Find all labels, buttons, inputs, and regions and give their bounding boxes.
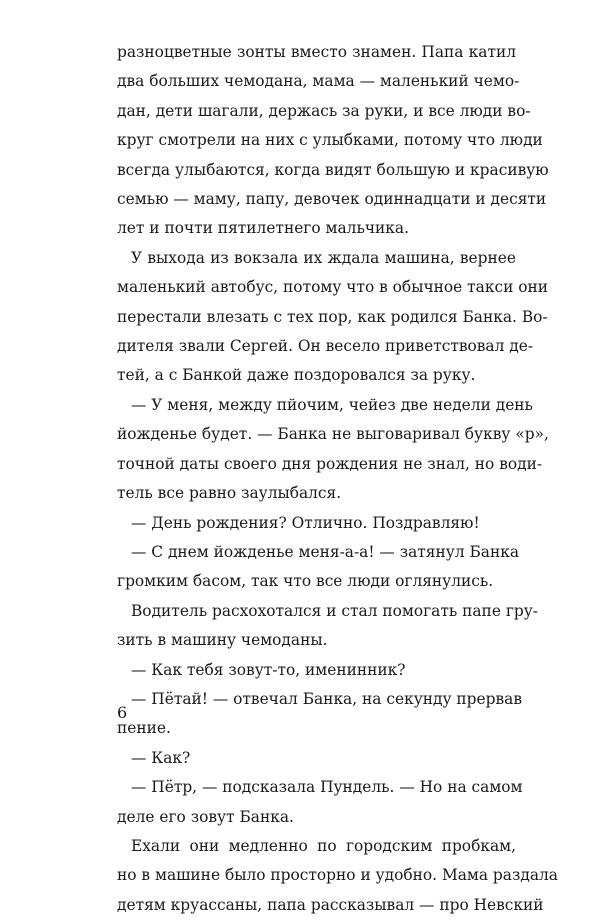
text-line: точной даты своего дня рождения не знал, но води-: [117, 454, 543, 473]
text-line: громким басом, так что все люди оглянулись.: [117, 572, 494, 591]
text-line: лет и почти пятилетнего мальчика.: [117, 219, 409, 238]
text-line: тель все равно заулыбался.: [117, 484, 342, 503]
text-line: два больших чемодана, мама — маленький чемо-: [117, 72, 520, 91]
text-line: пение.: [117, 719, 171, 738]
text-line: — Пётр, — подсказала Пундель. — Но на самом: [131, 778, 523, 797]
text-line: разноцветные зонты вместо знамен. Папа катил: [117, 43, 516, 61]
text-line: зить в машину чемоданы.: [117, 631, 328, 650]
text-line: — С днем йожденье меня-а-а! — затянул Банка: [131, 542, 520, 561]
paragraph: [117, 656, 516, 685]
text-line: семью — маму, папу, девочек одиннадцати и десяти: [117, 190, 547, 209]
text-line: дителя звали Сергей. Он весело приветствовал де-: [117, 337, 534, 356]
body-text: [117, 38, 558, 920]
paragraph: [117, 38, 549, 244]
paragraph: [117, 685, 523, 744]
paragraph: [117, 773, 523, 832]
text-line: йожденье будет. — Банка не выговаривал букву «р»,: [117, 425, 549, 444]
text-line: деле его зовут Банка.: [117, 807, 294, 826]
paragraph: [117, 597, 538, 656]
text-line: маленький автобус, потому что в обычное такси они: [117, 278, 549, 297]
text-line: круг смотрели на них с улыбками, потому что люди: [117, 131, 543, 150]
text-line: — Как?: [131, 748, 191, 767]
text-line: — День рождения? Отлично. Поздравляю!: [131, 513, 480, 532]
paragraph: [117, 244, 549, 391]
page-number: 6: [117, 703, 128, 722]
text-line: тей, а с Банкой даже поздоровался за руку.: [117, 366, 476, 385]
text-line: но в машине было просторно и удобно. Мама раздала: [117, 866, 558, 885]
text-line: — Пётай! — отвечал Банка, на секунду прервав: [131, 689, 523, 708]
paragraph: [117, 832, 558, 920]
paragraph: [117, 391, 549, 509]
text-line: перестали влезать с тех пор, как родился Банка. Во-: [117, 307, 548, 326]
text-line: У выхода из вокзала их ждала машина, вернее: [131, 248, 516, 267]
text-line: — Как тебя зовут-то, именинник?: [131, 660, 406, 679]
paragraph: [117, 744, 516, 773]
text-line: — У меня, между пйочим, чейез две недели день: [131, 395, 533, 414]
text-line: Водитель расхохотался и стал помогать папе гру-: [131, 601, 538, 620]
paragraph: [117, 538, 520, 597]
text-line: дан, дети шагали, держась за руки, и все люди во-: [117, 101, 531, 120]
text-line: детям круассаны, папа рассказывал — про Невский: [117, 895, 544, 914]
paragraph: [117, 509, 516, 538]
text-line: Ехали они медленно по городским пробкам,: [131, 836, 516, 855]
text-line: всегда улыбаются, когда видят большую и красивую: [117, 160, 549, 179]
